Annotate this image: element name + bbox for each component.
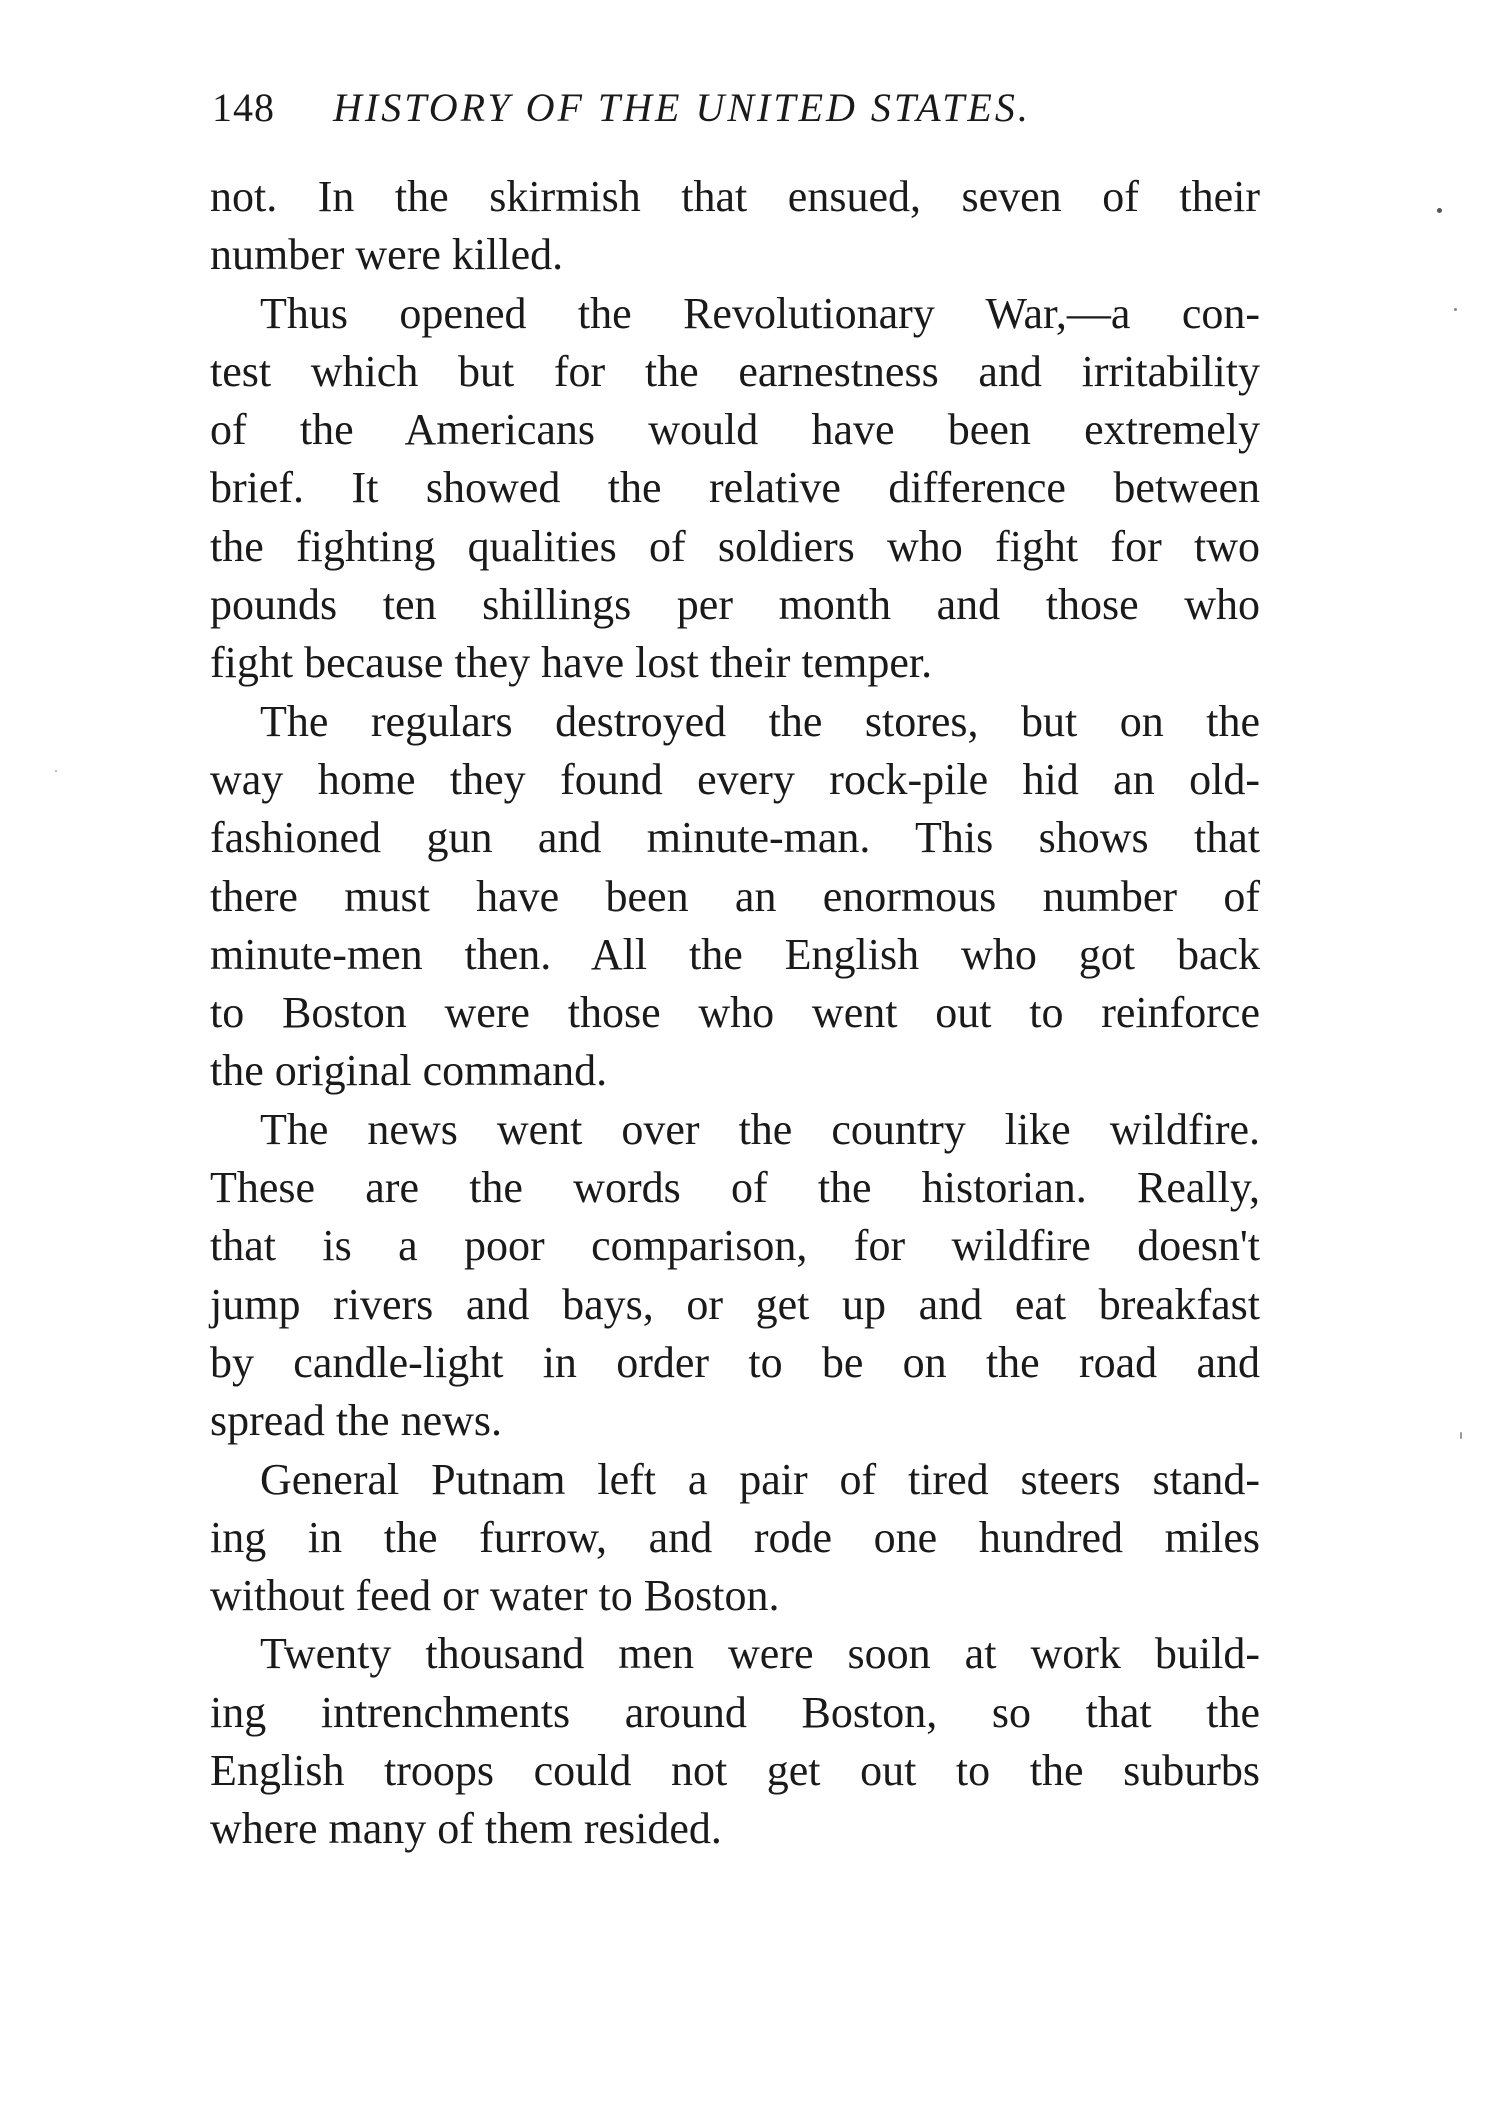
text-line: to Boston were those who went out to reinforce: [210, 988, 1260, 1038]
text-line: Twenty thousand men were soon at work build-: [260, 1629, 1260, 1679]
text-line: ing in the furrow, and rode one hundred miles: [210, 1512, 1260, 1562]
scan-speck: [55, 770, 57, 772]
text-line: fight because they have lost their temper.: [210, 638, 933, 688]
text-line: not. In the skirmish that ensued, seven of their: [210, 172, 1260, 221]
text-line: without feed or water to Boston.: [210, 1571, 780, 1621]
text-line: that is a poor comparison, for wildfire doesn't: [210, 1221, 1260, 1271]
text-line: pounds ten shillings per month and those who: [210, 580, 1260, 630]
text-line: General Putnam left a pair of tired steers stand-: [260, 1454, 1260, 1504]
text-line: jump rivers and bays, or get up and eat breakfast: [210, 1279, 1260, 1329]
text-line: of the Americans would have been extremely: [210, 405, 1260, 455]
text-line: where many of them resided.: [210, 1804, 722, 1854]
text-line: English troops could not get out to the suburbs: [210, 1746, 1260, 1796]
text-line: brief. It showed the relative difference between: [210, 463, 1260, 513]
text-line: number were killed.: [210, 230, 564, 280]
text-line: the original command.: [210, 1046, 608, 1096]
body-text: [210, 168, 1260, 1859]
text-line: The news went over the country like wildfire.: [260, 1104, 1260, 1154]
text-line: Thus opened the Revolutionary War,—a con-: [260, 288, 1260, 338]
text-line: The regulars destroyed the stores, but on the: [260, 696, 1260, 746]
text-line: the fighting qualities of soldiers who fight for two: [210, 521, 1260, 571]
text-line: there must have been an enormous number of: [210, 871, 1260, 921]
text-line: minute-men then. All the English who got back: [210, 929, 1260, 979]
scan-speck: [1437, 208, 1442, 213]
text-line: ing intrenchments around Boston, so that the: [210, 1687, 1260, 1737]
scan-speck: [1460, 1432, 1462, 1439]
running-title: HISTORY OF THE UNITED STATES.: [333, 85, 1031, 130]
scan-speck: [1454, 308, 1457, 311]
text-line: spread the news.: [210, 1396, 503, 1446]
text-line: by candle-light in order to be on the road and: [210, 1337, 1260, 1387]
page-number: 148: [212, 85, 275, 130]
text-line: These are the words of the historian. Really,: [210, 1163, 1260, 1213]
text-line: fashioned gun and minute-man. This shows that: [210, 813, 1260, 863]
text-line: way home they found every rock-pile hid an old-: [210, 754, 1260, 804]
text-line: test which but for the earnestness and irritability: [210, 346, 1260, 396]
running-head: [212, 78, 1262, 138]
